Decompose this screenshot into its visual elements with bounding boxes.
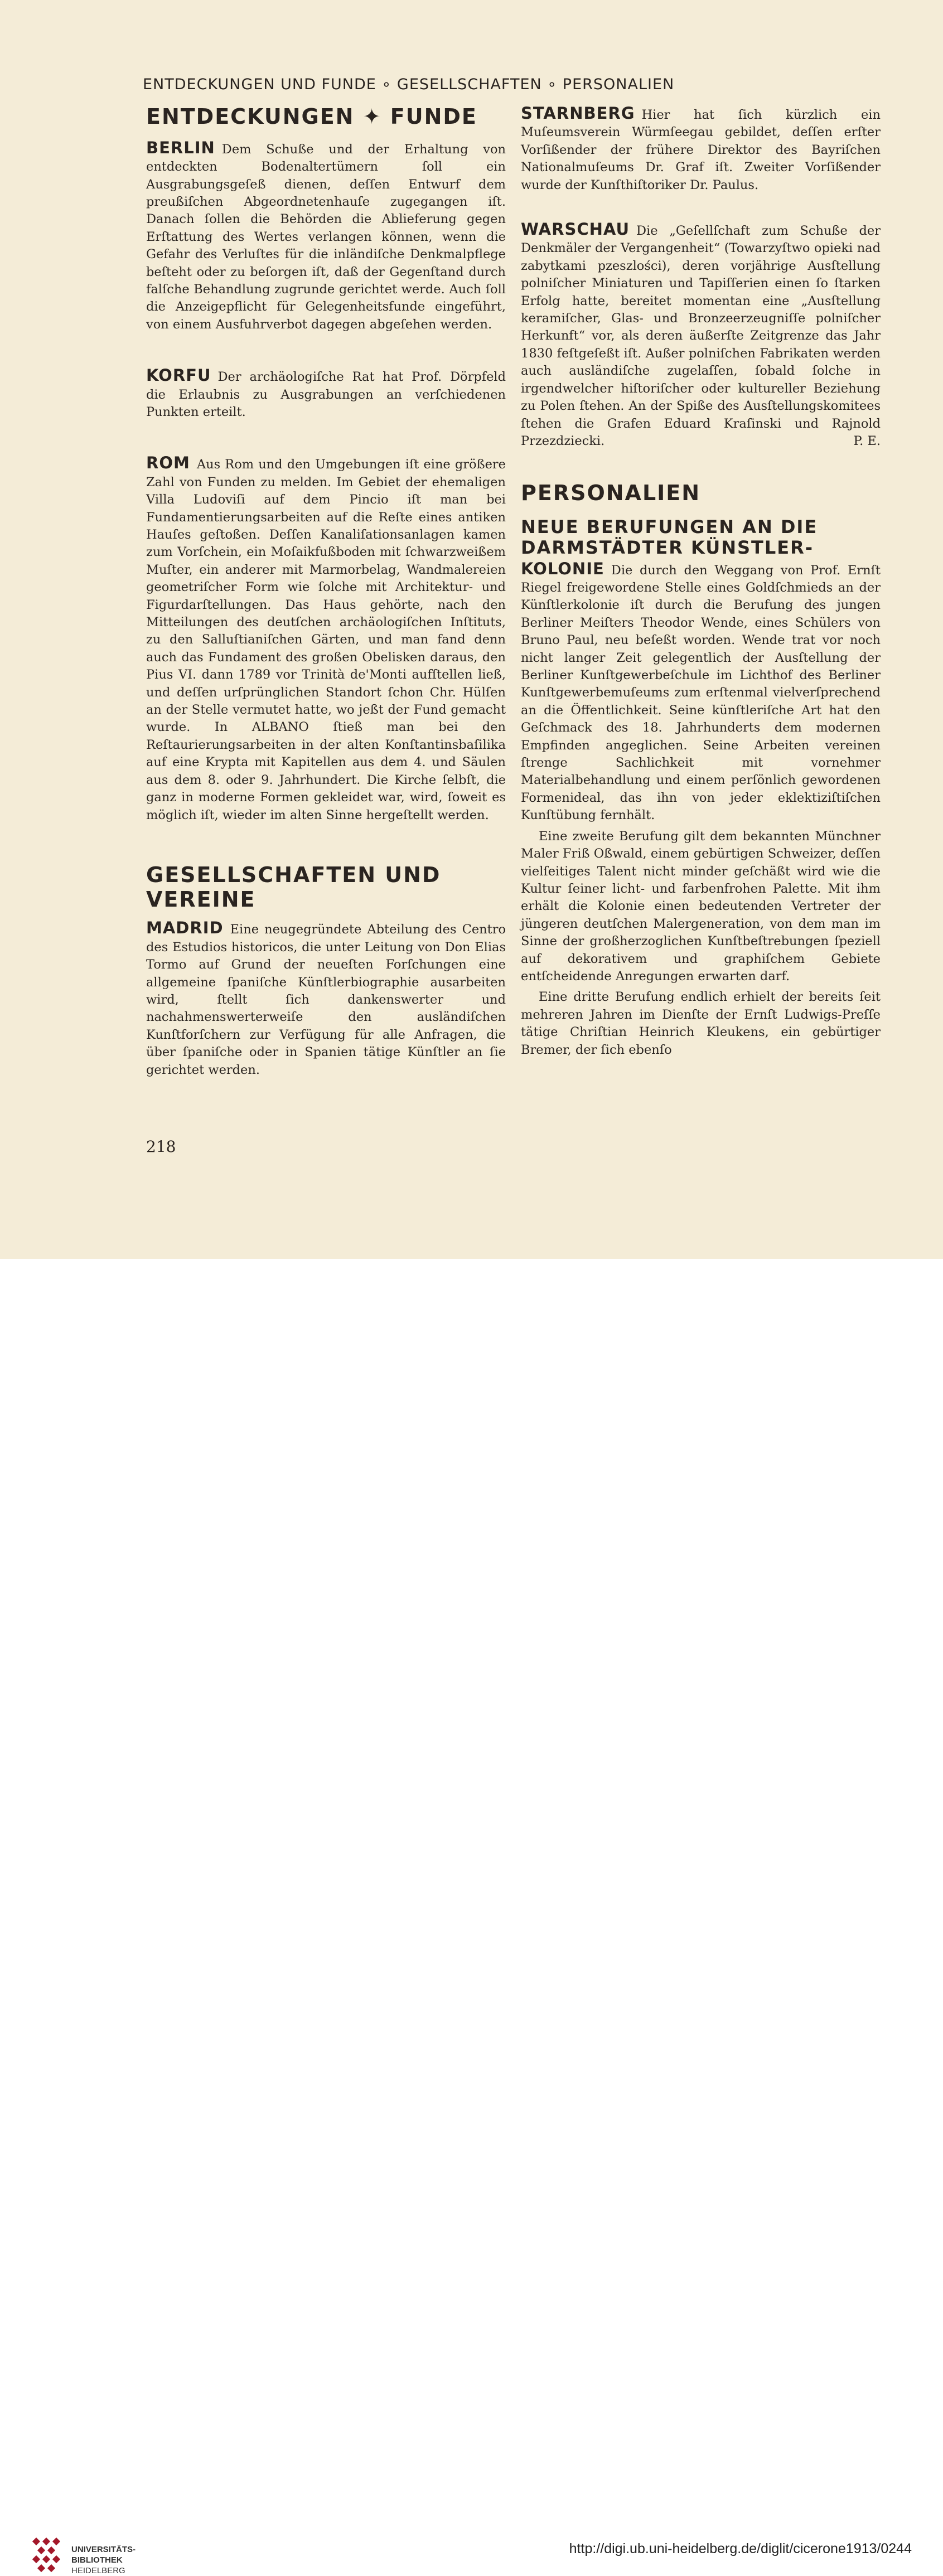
- entry-berlin: [146, 139, 506, 333]
- section-title-gesellschaften-line2: VEREINE: [146, 887, 256, 912]
- subsection-title-line2: DARMSTÄDTER KÜNSTLER-: [521, 536, 814, 558]
- running-head: ENTDECKUNGEN UND FUNDE ∘ GESELLSCHAFTEN ∘ PERSONALIEN: [143, 76, 675, 93]
- keyword-starnberg: STARNBERG: [521, 104, 635, 123]
- keyword-berlin: BERLIN: [146, 138, 215, 157]
- subsection-title-berufungen: [521, 517, 881, 558]
- keyword-warschau: WARSCHAU: [521, 220, 630, 239]
- section-title-personalien: PERSONALIEN: [521, 481, 701, 506]
- viewer-footer: [0, 1259, 943, 2575]
- keyword-rom: ROM: [146, 453, 190, 473]
- left-column: [146, 105, 506, 1079]
- author-initials: P. E.: [853, 433, 881, 448]
- entry-korfu: [146, 367, 506, 421]
- entry-starnberg: [521, 105, 881, 194]
- entry-rom-text: Aus Rom und den Umgebungen iſt eine größere Zahl von Funden zu melden. Im Gebiet der ehemaligen Villa Ludoviſi auf dem Pincio iſt man bei Fundamentierungsarbeiten auf die Reſte eines antiken Hauſes geſtoßen. Deſſen Kanaliſationsanlagen kamen zum Vorſchein, ein Moſaikfußboden mit ſchwarzweißem Muſter, ein anderer mit Marmorbelag, Wandmalereien geometriſcher Form wie ſolche mit Architektur- und Figurdarſtellungen. Das Haus gehörte, nach den Mitteilungen des deutſchen archäologiſchen Inſtituts, zu den Salluſtianiſchen Gärten, und man fand denn auch das Fundament des großen Obelisken daraus, den Pius VI. dann 1789 vor Trinità de'Monti aufſtellen ließ, und deſſen urſprünglichen Standort ſchon Chr. Hülſen an der Stelle vermutet hatte, wo jeßt der Fund gemacht wurde. In ALBANO ſtieß man bei den Reſtaurierungsarbeiten in der alten Konſtantinsbaſilika auf eine Krypta mit Kapitellen aus dem 4. und Säulen aus dem 8. oder 9. Jahrhundert. Die Kirche ſelbſt, die ganz in moderne Formen gekleidet war, wird, ſoweit es möglich iſt, wieder im alten Sinne hergeſtellt werden.: [146, 457, 506, 822]
- entry-warschau: [521, 221, 881, 450]
- library-logo-icon: [32, 2538, 65, 2575]
- entry-berlin-text: Dem Schuße und der Erhaltung von entdeckten Bodenaltertümern ſoll ein Ausgrabungsgeſeß dienen, deſſen Entwurf dem preußiſchen Abgeordnetenhauſe zugegangen iſt. Danach ſollen die Behörden die Ablieferung gegen Erſtattung des Wertes verlangen können, wenn die Gefahr des Verluſtes für die inländiſche Denkmalpflege beſteht oder zu beſorgen iſt, daß der Gegenſtand durch falſche Behandlung zugrunde gerichtet werde. Auch ſoll die Anzeigepflicht für Gelegenheitsfunde eingeführt, von einem Ausfuhrverbot dagegen abgeſehen werden.: [146, 142, 506, 332]
- keyword-kolonie: KOLONIE: [521, 559, 605, 578]
- section-title-gesellschaften: [146, 863, 506, 912]
- library-name: [71, 2544, 136, 2576]
- scanned-page: [0, 0, 943, 1259]
- right-column: [521, 105, 881, 1059]
- entry-madrid: [146, 919, 506, 1079]
- library-name-line3: HEIDELBERG: [71, 2566, 125, 2575]
- section-title-entdeckungen: ENTDECKUNGEN ✦ FUNDE: [146, 104, 477, 129]
- library-name-line2: BIBLIOTHEK: [71, 2555, 123, 2565]
- keyword-korfu: KORFU: [146, 366, 211, 385]
- entry-madrid-text: Eine neugegründete Abteilung des Centro des Estudios historicos, die unter Leitung von Don Elias Tormo auf Grund der neueſten Forſchungen eine allgemeine ſpaniſche Künſtlerbiographie ausarbeiten wird, ſtellt ſich dankenswerter und nachahmenswerterweiſe den ausländiſchen Kunſtforſchern zur Verfügung für alle Anfragen, die über ſpaniſche oder in Spanien tätige Künſtler an ſie gerichtet werden.: [146, 922, 506, 1077]
- paragraph-oswald: Eine zweite Berufung gilt dem bekannten Münchner Maler Friß Oßwald, einem gebürtigen Schweizer, deſſen vielſeitiges Talent nicht minder geſchäßt wird wie die Kultur ſeiner licht- und farbenfrohen Palette. Mit ihm erhält die Kolonie einen bedeutenden Vertreter der jüngeren deutſchen Malergeneration, von dem man im Sinne der großherzoglichen Kunſtbeſtrebungen ſpeziell auf dekorativem und graphiſchem Gebiete entſcheidende Anregungen erwarten darf.: [521, 829, 881, 984]
- permalink-url[interactable]: http://digi.ub.uni-heidelberg.de/diglit/cicerone1913/0244: [569, 2541, 912, 2556]
- entry-rom: [146, 454, 506, 824]
- paragraph-kleukens: Eine dritte Berufung endlich erhielt der bereits ſeit mehreren Jahren im Dienſte der Ernſt Ludwigs-Preſſe tätige Chriſtian Heinrich Kleukens, ein gebürtiger Bremer, der ſich ebenſo: [521, 990, 881, 1057]
- subsection-title-line1: NEUE BERUFUNGEN AN DIE: [521, 516, 818, 538]
- entry-korfu-text: Der archäologiſche Rat hat Prof. Dörpfeld die Erlaubnis zu Ausgrabungen an verſchiedenen Punkten erteilt.: [146, 370, 506, 419]
- entry-kolonie: [521, 560, 881, 825]
- section-title-gesellschaften-line1: GESELLSCHAFTEN UND: [146, 862, 441, 887]
- entry-starnberg-text: Hier hat ſich kürzlich ein Muſeumsverein Würmſeegau gebildet, deſſen erſter Vorſißender der frühere Direktor des Bayriſchen Nationalmuſeums Dr. Graf iſt. Zweiter Vorſißender wurde der Kunſthiſtoriker Dr. Paulus.: [521, 108, 881, 192]
- entry-warschau-text: Die „Geſellſchaft zum Schuße der Denkmäler der Vergangenheit“ (Towarzyſtwo opieki nad zabytkami pzeszlości), deren vorjährige Ausſtellung polniſcher Miniaturen und Tapiſſerien einen ſo ſtarken Erfolg hatte, bereitet momentan eine „Ausſtellung keramiſcher, Glas- und Bronzeerzeugniſſe polniſcher Herkunft“ vor, als deren äußerſte Zeitgrenze das Jahr 1830 feſtgeſeßt iſt. Außer polniſchen Fabrikaten werden auch ausländiſche zugelaſſen, ſobald ſolche in irgendwelcher hiſtoriſcher oder kultureller Beziehung zu Polen ſtehen. An der Spiße des Ausſtellungskomitees ſtehen die Grafen Eduard Kraſinski und Rajnold Przezdziecki.: [521, 224, 881, 448]
- entry-kolonie-text: Die durch den Weggang von Prof. Ernſt Riegel freigewordene Stelle eines Goldſchmieds an der Künſtlerkolonie iſt durch die Berufung des jungen Berliner Meiſters Theodor Wende, eines Schülers von Bruno Paul, neu beſeßt worden. Wende trat vor noch nicht langer Zeit gelegentlich der Ausſtellung der Berliner Kunſtgewerbeſchule im Lichthof des Berliner Kunſtgewerbemuſeums zum erſtenmal vielverſprechend an die Öffentlichkeit. Seine künſtleriſche Art hat den Geſchmack des 18. Jahrhunderts dem modernen Empfinden angeglichen. Seine Arbeiten vereinen ſtrenge Sachlichkeit mit vornehmer Materialbehandlung und einem perſönlich gewordenen Formenideal, das ihn von jeder eklektiziſtiſchen Kunſtübung fernhält.: [521, 563, 881, 823]
- page-number: 218: [146, 1137, 176, 1156]
- library-name-line1: UNIVERSITÄTS-: [71, 2545, 136, 2554]
- keyword-madrid: MADRID: [146, 918, 224, 938]
